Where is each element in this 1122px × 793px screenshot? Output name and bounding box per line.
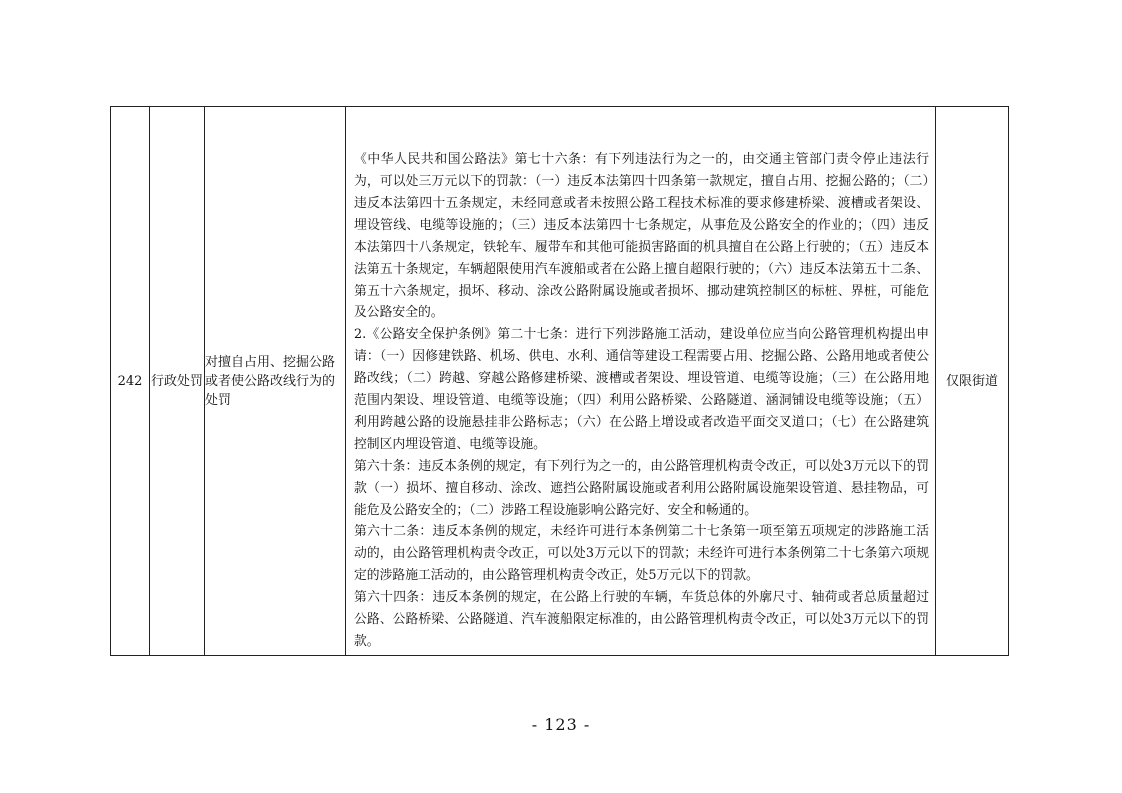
item-number-cell: 242	[111, 107, 150, 656]
table-row	[111, 107, 1009, 656]
item-name-cell	[205, 107, 346, 656]
category-text: 行政处罚	[150, 373, 203, 389]
basis-paragraph: 第六十条：违反本条例的规定，有下列行为之一的，由公路管理机构责令改正，可以处3万元以下的罚款（一）损坏、擅自移动、涂改、遮挡公路附属设施或者利用公路附属设施架设管道、悬挂物品，可能危及公路安全的；（二）涉路工程设施影响公路完好、安全和畅通的。	[354, 458, 929, 518]
legal-basis-text	[346, 109, 935, 653]
basis-paragraph: 《中华人民共和国公路法》第七十六条：有下列违法行为之一的，由交通主管部门责令停止违法行为，可以处三万元以下的罚款：（一）违反本法第四十四条第一款规定，擅自占用、挖掘公路的；（二）违反本法第四十五条规定，未经同意或者未按照公路工程技术标准的要求修建桥梁、渡槽或者架设、埋设管线、电缆等设施的；（三）违反本法第四十七条规定，从事危及公路安全的作业的；（四）违反本法第四十八条规定，铁轮车、履带车和其他可能损害路面的机具擅自在公路上行驶的；（五）违反本法第五十条规定，车辆超限使用汽车渡船或者在公路上擅自超限行驶的；（六）违反本法第五十二条、第五十六条规定，损坏、移动、涂改公路附属设施或者损坏、挪动建筑控制区的标桩、界桩，可能危及公路安全的。	[354, 152, 929, 321]
basis-paragraph: 2.《公路安全保护条例》第二十七条：进行下列涉路施工活动，建设单位应当向公路管理机构提出申请：（一）因修建铁路、机场、供电、水利、通信等建设工程需要占用、挖掘公路、公路用地或者使公路改线；（二）跨越、穿越公路修建桥梁、渡槽或者架设、埋设管道、电缆等设施；（三）在公路用地范围内架设、埋设管道、电缆等设施；（四）利用公路桥梁、公路隧道、涵洞铺设电缆等设施；（五）利用跨越公路的设施悬挂非公路标志；（六）在公路上增设或者改造平面交叉道口；（七）在公路建筑控制区内埋设管道、电缆等设施。	[354, 327, 929, 452]
page-number: - 123 -	[531, 715, 591, 734]
basis-paragraph: 第六十二条：违反本条例的规定，未经许可进行本条例第二十七条第一项至第五项规定的涉路施工活动的，由公路管理机构责令改正，可以处3万元以下的罚款；未经许可进行本条例第二十七条第六项规定的涉路施工活动的，由公路管理机构责令改正，处5万元以下的罚款。	[354, 524, 929, 584]
category-cell	[150, 107, 205, 656]
item-name-text: 对擅自占用、挖掘公路或者使公路改线行为的处罚	[205, 354, 336, 408]
scope-cell: 仅限街道	[936, 107, 1009, 656]
penalty-table	[110, 106, 1009, 656]
basis-paragraph: 第六十四条：违反本条例的规定，在公路上行驶的车辆，车货总体的外廓尺寸、轴荷或者总质量超过公路、公路桥梁、公路隧道、汽车渡船限定标准的，由公路管理机构责令改正，可以处3万元以下的罚款。	[354, 590, 929, 650]
legal-basis-cell	[346, 107, 936, 656]
